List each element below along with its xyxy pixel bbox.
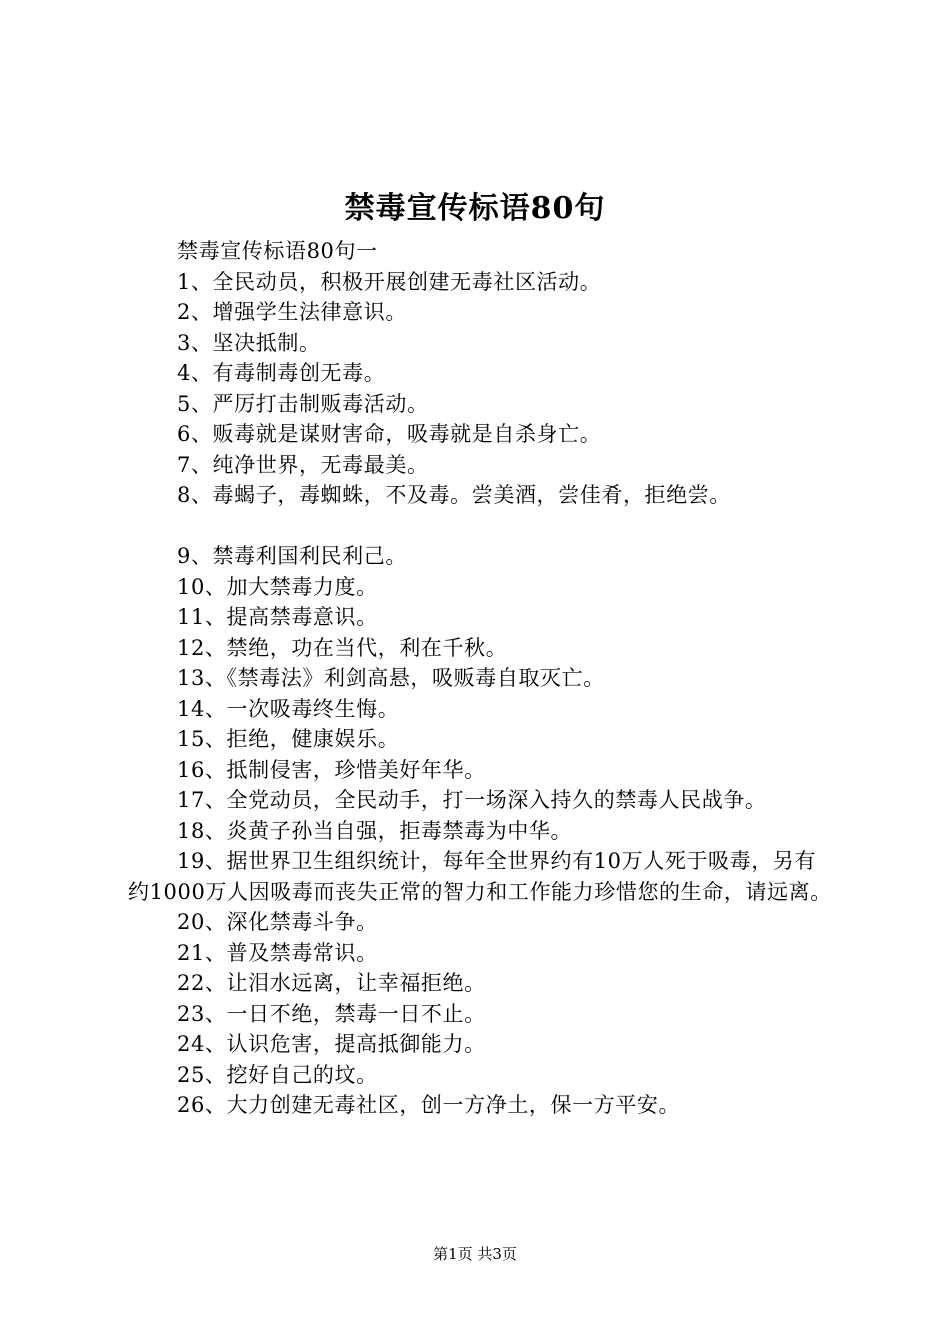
slogan-item: 12、禁绝，功在当代，利在千秋。 bbox=[177, 635, 508, 660]
slogan-item: 7、纯净世界，无毒最美。 bbox=[177, 452, 429, 477]
section-heading: 禁毒宣传标语80句一 bbox=[177, 239, 378, 263]
slogan-item: 23、一日不绝，禁毒一日不止。 bbox=[177, 1001, 486, 1026]
slogan-item: 25、挖好自己的坟。 bbox=[177, 1062, 378, 1087]
slogan-item: 22、让泪水远离，让幸福拒绝。 bbox=[177, 971, 486, 995]
slogan-item: 5、严厉打击制贩毒活动。 bbox=[177, 391, 429, 416]
slogan-item: 6、贩毒就是谋财害命，吸毒就是自杀身亡。 bbox=[177, 422, 602, 446]
slogan-item: 10、加大禁毒力度。 bbox=[177, 574, 378, 599]
document-title: 禁毒宣传标语80句 bbox=[344, 191, 606, 226]
slogan-item: 9、禁毒利国利民利己。 bbox=[177, 544, 407, 568]
slogan-item: 8、毒蝎子，毒蜘蛛，不及毒。尝美酒，尝佳肴，拒绝尝。 bbox=[177, 483, 731, 507]
slogan-item: 19、据世界卫生组织统计，每年全世界约有10万人死于吸毒，另有约1000万人因吸毒而丧失正常的智力和工作能力珍惜您的生命，请远离。 bbox=[128, 849, 832, 904]
slogan-item: 17、全党动员，全民动手，打一场深入持久的禁毒人民战争。 bbox=[177, 788, 767, 812]
slogan-item: 18、炎黄子孙当自强，拒毒禁毒为中华。 bbox=[177, 818, 573, 843]
document-body bbox=[128, 236, 834, 1121]
slogan-item: 13、《禁毒法》利剑高悬，吸贩毒自取灭亡。 bbox=[177, 666, 605, 690]
slogan-item: 26、大力创建无毒社区，创一方净土，保一方平安。 bbox=[177, 1093, 681, 1117]
slogan-item: 11、提高禁毒意识。 bbox=[177, 605, 378, 629]
slogan-item: 21、普及禁毒常识。 bbox=[177, 940, 378, 965]
slogan-item: 14、一次吸毒终生悔。 bbox=[177, 696, 400, 721]
paragraph-gap bbox=[128, 511, 834, 542]
slogan-item: 20、深化禁毒斗争。 bbox=[177, 910, 378, 934]
slogan-item: 4、有毒制毒创无毒。 bbox=[177, 361, 386, 385]
slogan-item: 1、全民动员，积极开展创建无毒社区活动。 bbox=[177, 269, 602, 294]
slogan-item: 16、抵制侵害，珍惜美好年华。 bbox=[177, 757, 486, 782]
slogan-item: 3、坚决抵制。 bbox=[177, 330, 321, 355]
slogan-item: 15、拒绝，健康娱乐。 bbox=[177, 727, 400, 751]
slogan-item: 24、认识危害，提高抵御能力。 bbox=[177, 1032, 486, 1056]
slogan-item: 2、增强学生法律意识。 bbox=[177, 300, 407, 324]
page-footer: 第1页 共3页 bbox=[433, 1245, 517, 1263]
